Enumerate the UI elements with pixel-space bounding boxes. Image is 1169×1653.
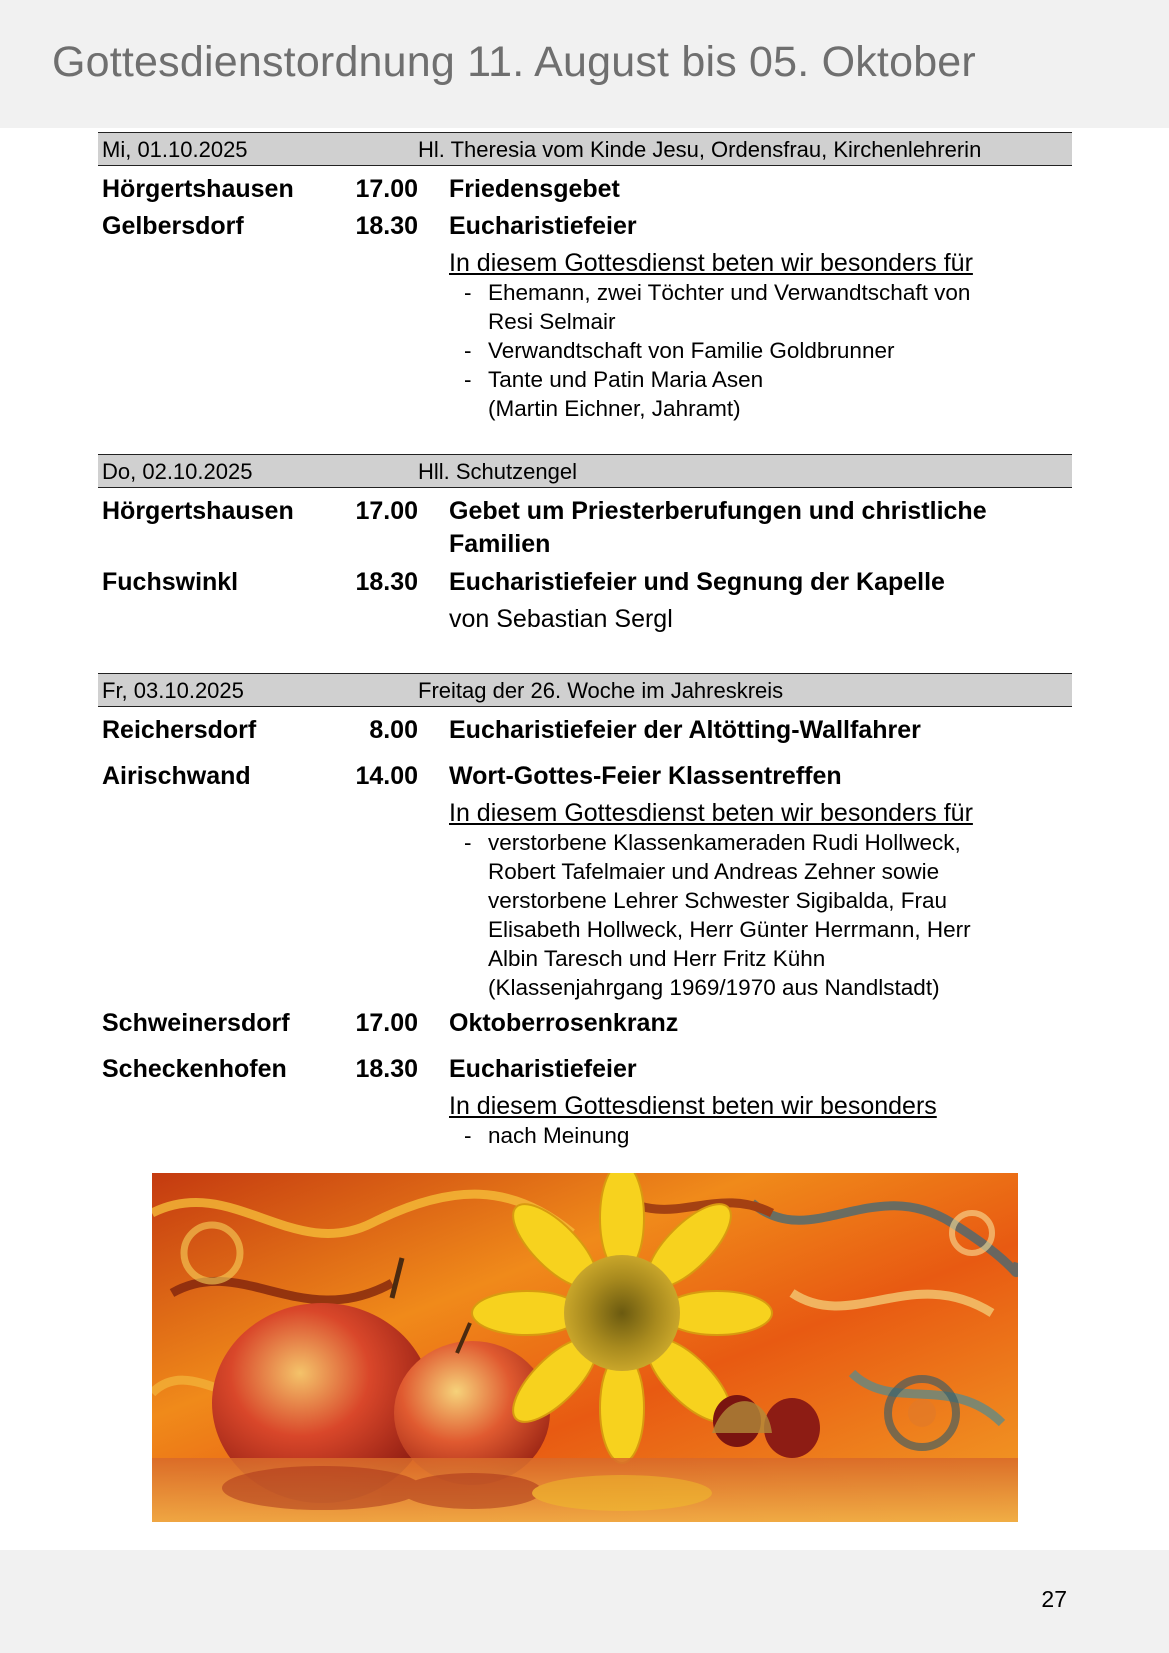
service-entry bbox=[98, 714, 1072, 747]
day-block-3 bbox=[98, 673, 1072, 1150]
day-header bbox=[98, 132, 1072, 166]
day-date: Do, 02.10.2025 bbox=[102, 459, 253, 484]
service-title: Eucharistiefeier und Segnung der Kapelle bbox=[449, 568, 945, 596]
intention-line: Verwandtschaft von Familie Goldbrunner bbox=[488, 338, 895, 363]
service-entry bbox=[98, 210, 1072, 243]
intention-line: Tante und Patin Maria Asen bbox=[488, 367, 764, 392]
page-header bbox=[0, 0, 1169, 128]
intention-line: verstorbene Lehrer Schwester Sigibalda, Frau bbox=[488, 888, 947, 913]
list-dash: - bbox=[464, 367, 472, 392]
intention-item bbox=[449, 1121, 1049, 1150]
intention-line: nach Meinung bbox=[488, 1123, 630, 1148]
intention-list bbox=[449, 278, 1049, 423]
service-place: Schweinersdorf bbox=[102, 1009, 290, 1037]
intention-line: Elisabeth Hollweck, Herr Günter Herrmann, Herr bbox=[488, 917, 971, 942]
intention-line: Robert Tafelmaier und Andreas Zehner sowie bbox=[488, 859, 940, 884]
service-title: Friedensgebet bbox=[449, 175, 620, 203]
intention-line: (Klassenjahrgang 1969/1970 aus Nandlstadt) bbox=[488, 975, 940, 1000]
day-date: Mi, 01.10.2025 bbox=[102, 137, 248, 162]
service-entry bbox=[98, 1007, 1072, 1040]
day-header bbox=[98, 673, 1072, 707]
day-feast: Hl. Theresia vom Kinde Jesu, Ordensfrau, Kirchenlehrerin bbox=[418, 137, 982, 162]
service-time: 17.00 bbox=[355, 175, 418, 203]
intention-line: (Martin Eichner, Jahramt) bbox=[488, 396, 741, 421]
service-time: 8.00 bbox=[369, 716, 418, 744]
list-dash: - bbox=[464, 338, 472, 363]
day-block-1 bbox=[98, 132, 1072, 423]
list-dash: - bbox=[464, 1123, 472, 1148]
service-entry bbox=[98, 760, 1072, 793]
service-place: Hörgertshausen bbox=[102, 175, 294, 203]
service-title: Eucharistiefeier bbox=[449, 212, 637, 240]
intention-line: Ehemann, zwei Töchter und Verwandtschaft von bbox=[488, 280, 971, 305]
service-place: Gelbersdorf bbox=[102, 212, 244, 240]
service-place: Fuchswinkl bbox=[102, 568, 239, 596]
service-time: 14.00 bbox=[355, 762, 418, 790]
service-title-line: Gebet um Priesterberufungen und christliche bbox=[449, 497, 987, 525]
list-dash: - bbox=[464, 830, 472, 855]
service-title: Wort-Gottes-Feier Klassentreffen bbox=[449, 762, 842, 790]
service-title: Oktoberrosenkranz bbox=[449, 1009, 679, 1037]
intention-heading: In diesem Gottesdienst beten wir besonders für bbox=[449, 799, 973, 827]
service-entry bbox=[98, 495, 1072, 561]
service-title bbox=[449, 495, 1069, 561]
intention-item bbox=[449, 336, 1049, 365]
service-place: Airischwand bbox=[102, 762, 251, 790]
day-feast: Freitag der 26. Woche im Jahreskreis bbox=[418, 678, 784, 703]
service-time: 18.30 bbox=[355, 1055, 418, 1083]
service-time: 17.00 bbox=[355, 497, 418, 525]
day-feast: Hll. Schutzengel bbox=[418, 459, 577, 484]
service-time: 17.00 bbox=[355, 1009, 418, 1037]
intention-line: Albin Taresch und Herr Fritz Kühn bbox=[488, 946, 826, 971]
day-block-2 bbox=[98, 454, 1072, 634]
page-title: Gottesdienstordnung 11. August bis 05. Oktober bbox=[52, 38, 976, 86]
service-time: 18.30 bbox=[355, 212, 418, 240]
service-time: 18.30 bbox=[355, 568, 418, 596]
intention-heading: In diesem Gottesdienst beten wir besonders bbox=[449, 1092, 937, 1120]
day-header bbox=[98, 454, 1072, 488]
list-dash: - bbox=[464, 280, 472, 305]
intention-item bbox=[449, 278, 1049, 336]
intention-list bbox=[449, 828, 1049, 1002]
intention-line: Resi Selmair bbox=[488, 309, 616, 334]
intention-item bbox=[449, 828, 1049, 1002]
service-entry bbox=[98, 173, 1072, 206]
service-title: Eucharistiefeier der Altötting-Wallfahrer bbox=[449, 716, 921, 744]
intention-heading: In diesem Gottesdienst beten wir besonders für bbox=[449, 249, 973, 277]
page-footer bbox=[0, 1550, 1169, 1653]
intention-item bbox=[449, 365, 1049, 423]
autumn-still-life-image bbox=[152, 1173, 1018, 1522]
day-date: Fr, 03.10.2025 bbox=[102, 678, 244, 703]
service-place: Hörgertshausen bbox=[102, 497, 294, 525]
page-number: 27 bbox=[1041, 1586, 1067, 1612]
service-title: Eucharistiefeier bbox=[449, 1055, 637, 1083]
intention-list bbox=[449, 1121, 1049, 1150]
autumn-illustration bbox=[152, 1173, 1018, 1522]
service-title-line: Familien bbox=[449, 530, 551, 558]
service-place: Scheckenhofen bbox=[102, 1055, 287, 1083]
service-place: Reichersdorf bbox=[102, 716, 257, 744]
service-subtitle: von Sebastian Sergl bbox=[449, 605, 673, 633]
intention-line: verstorbene Klassenkameraden Rudi Hollweck, bbox=[488, 830, 961, 855]
service-entry bbox=[98, 566, 1072, 599]
service-entry bbox=[98, 1053, 1072, 1086]
